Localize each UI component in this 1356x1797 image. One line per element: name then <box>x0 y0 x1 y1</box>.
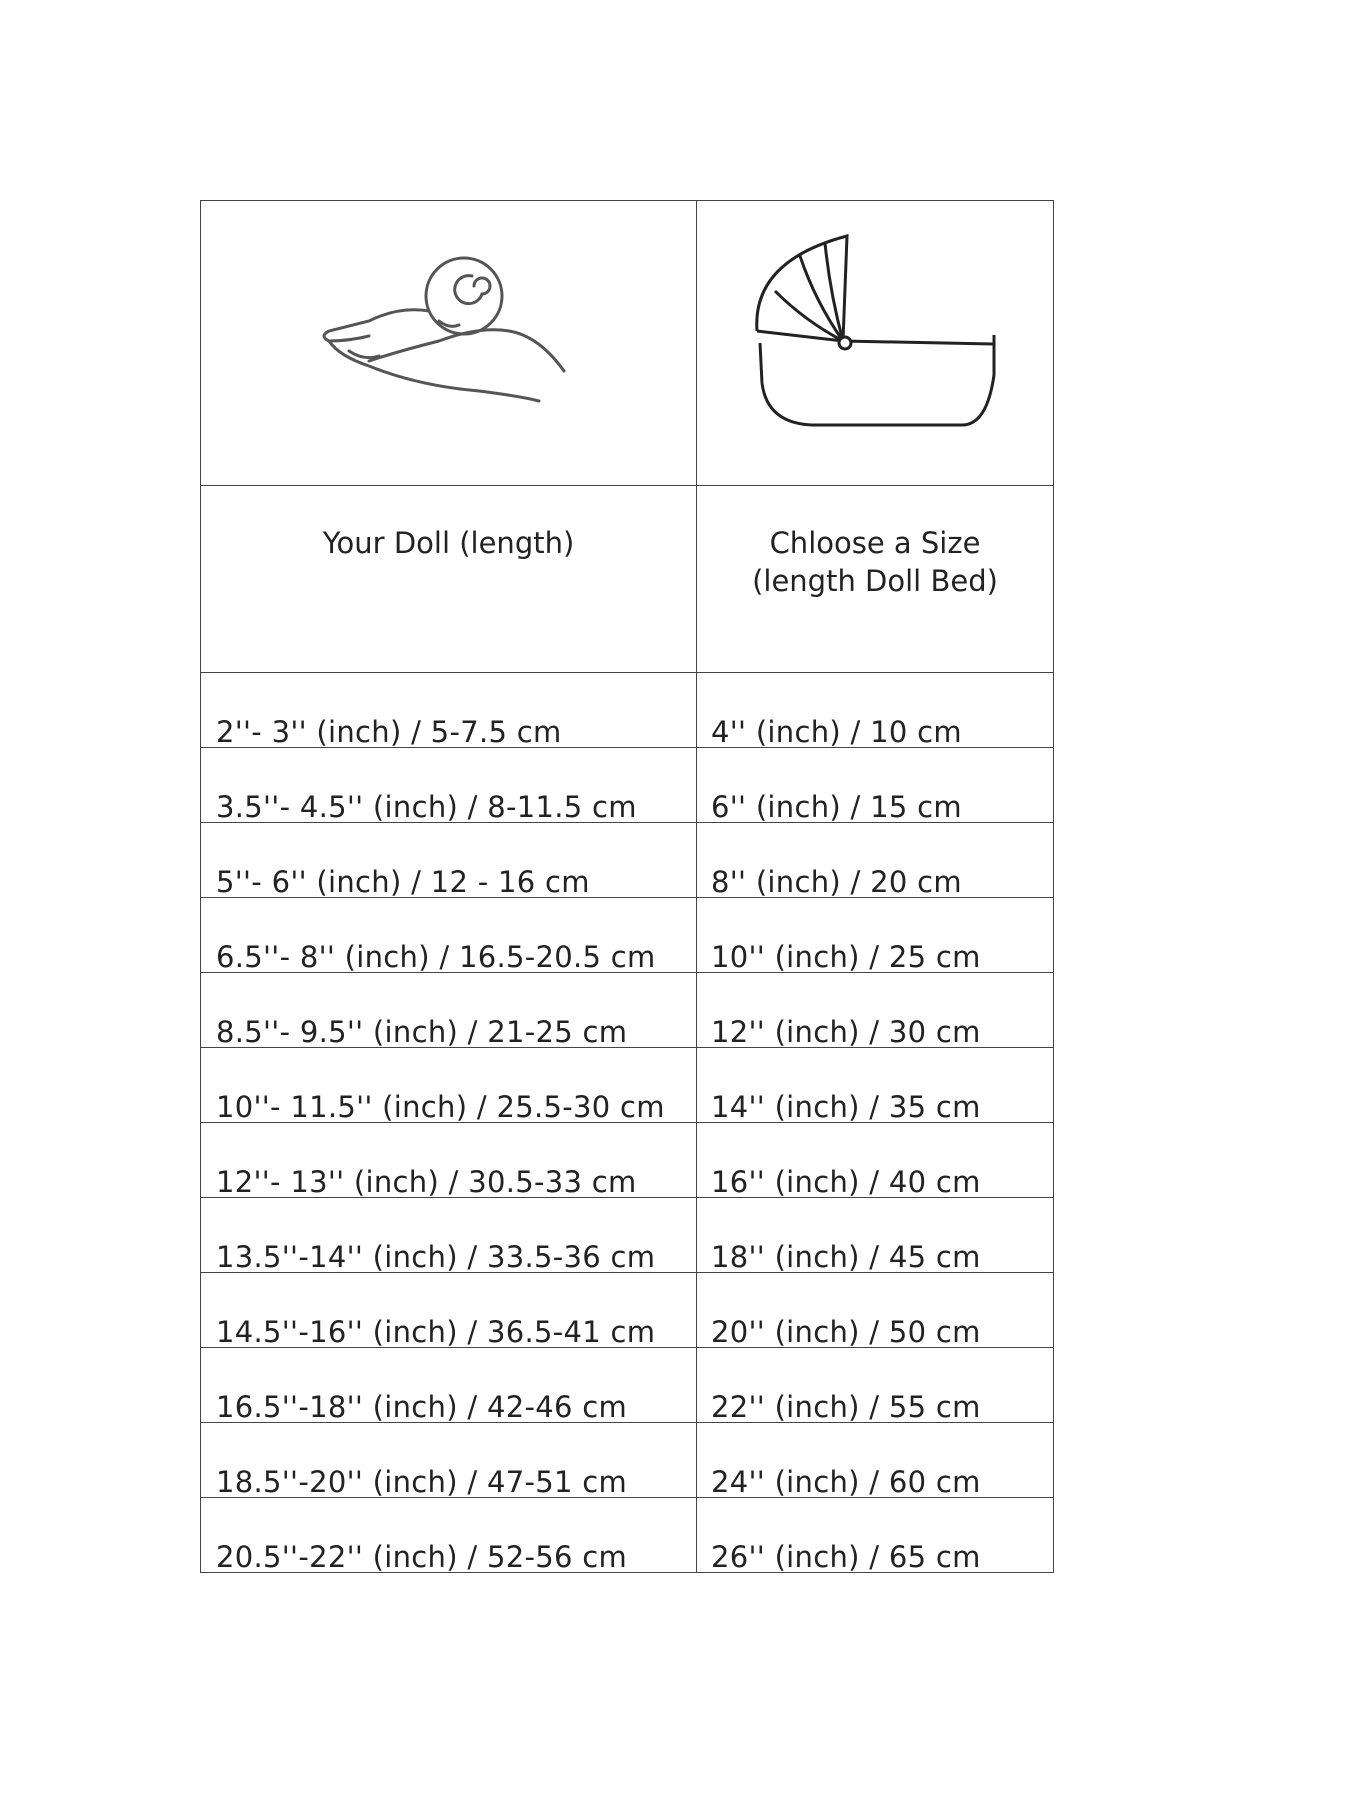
doll-image-cell <box>201 201 697 486</box>
table-row <box>201 673 1054 748</box>
doll-length-cell: 14.5''-16'' (inch) / 36.5-41 cm <box>201 1273 697 1348</box>
doll-length-cell: 6.5''- 8'' (inch) / 16.5-20.5 cm <box>201 898 697 973</box>
doll-length-cell: 20.5''-22'' (inch) / 52-56 cm <box>201 1498 697 1573</box>
table-row <box>201 823 1054 898</box>
table-row <box>201 1273 1054 1348</box>
doll-length-cell: 2''- 3'' (inch) / 5-7.5 cm <box>201 673 697 748</box>
doll-length-cell: 12''- 13'' (inch) / 30.5-33 cm <box>201 1123 697 1198</box>
bed-size-cell: 24'' (inch) / 60 cm <box>697 1423 1054 1498</box>
bed-size-cell: 8'' (inch) / 20 cm <box>697 823 1054 898</box>
table-row <box>201 973 1054 1048</box>
doll-length-cell: 16.5''-18'' (inch) / 42-46 cm <box>201 1348 697 1423</box>
bed-size-cell: 14'' (inch) / 35 cm <box>697 1048 1054 1123</box>
bed-size-cell: 16'' (inch) / 40 cm <box>697 1123 1054 1198</box>
table-row <box>201 1048 1054 1123</box>
table-row <box>201 748 1054 823</box>
table-row <box>201 1123 1054 1198</box>
doll-length-cell: 10''- 11.5'' (inch) / 25.5-30 cm <box>201 1048 697 1123</box>
image-row <box>201 201 1054 486</box>
doll-length-header-text: Your Doll (length) <box>322 526 575 560</box>
doll-length-cell: 5''- 6'' (inch) / 12 - 16 cm <box>201 823 697 898</box>
bed-size-cell: 26'' (inch) / 65 cm <box>697 1498 1054 1573</box>
bed-size-header <box>697 486 1054 673</box>
bed-size-cell: 6'' (inch) / 15 cm <box>697 748 1054 823</box>
table-row <box>201 1423 1054 1498</box>
doll-length-cell: 13.5''-14'' (inch) / 33.5-36 cm <box>201 1198 697 1273</box>
table-row <box>201 1498 1054 1573</box>
doll-length-header <box>201 486 697 673</box>
bed-size-cell: 12'' (inch) / 30 cm <box>697 973 1054 1048</box>
table-row <box>201 898 1054 973</box>
doll-length-cell: 18.5''-20'' (inch) / 47-51 cm <box>201 1423 697 1498</box>
bed-size-cell: 4'' (inch) / 10 cm <box>697 673 1054 748</box>
bed-size-cell: 20'' (inch) / 50 cm <box>697 1273 1054 1348</box>
table-row <box>201 1198 1054 1273</box>
bed-size-cell: 22'' (inch) / 55 cm <box>697 1348 1054 1423</box>
size-chart-table <box>200 200 1054 1573</box>
bassinet-icon <box>735 231 1015 451</box>
table-row <box>201 1348 1054 1423</box>
bed-size-cell: 18'' (inch) / 45 cm <box>697 1198 1054 1273</box>
header-row <box>201 486 1054 673</box>
baby-in-hand-icon <box>299 241 599 441</box>
doll-length-cell: 3.5''- 4.5'' (inch) / 8-11.5 cm <box>201 748 697 823</box>
bed-size-header-line1: Chloose a Size <box>769 526 981 560</box>
bed-size-cell: 10'' (inch) / 25 cm <box>697 898 1054 973</box>
doll-length-cell: 8.5''- 9.5'' (inch) / 21-25 cm <box>201 973 697 1048</box>
bed-image-cell <box>697 201 1054 486</box>
bed-size-header-line2: (length Doll Bed) <box>752 564 998 598</box>
